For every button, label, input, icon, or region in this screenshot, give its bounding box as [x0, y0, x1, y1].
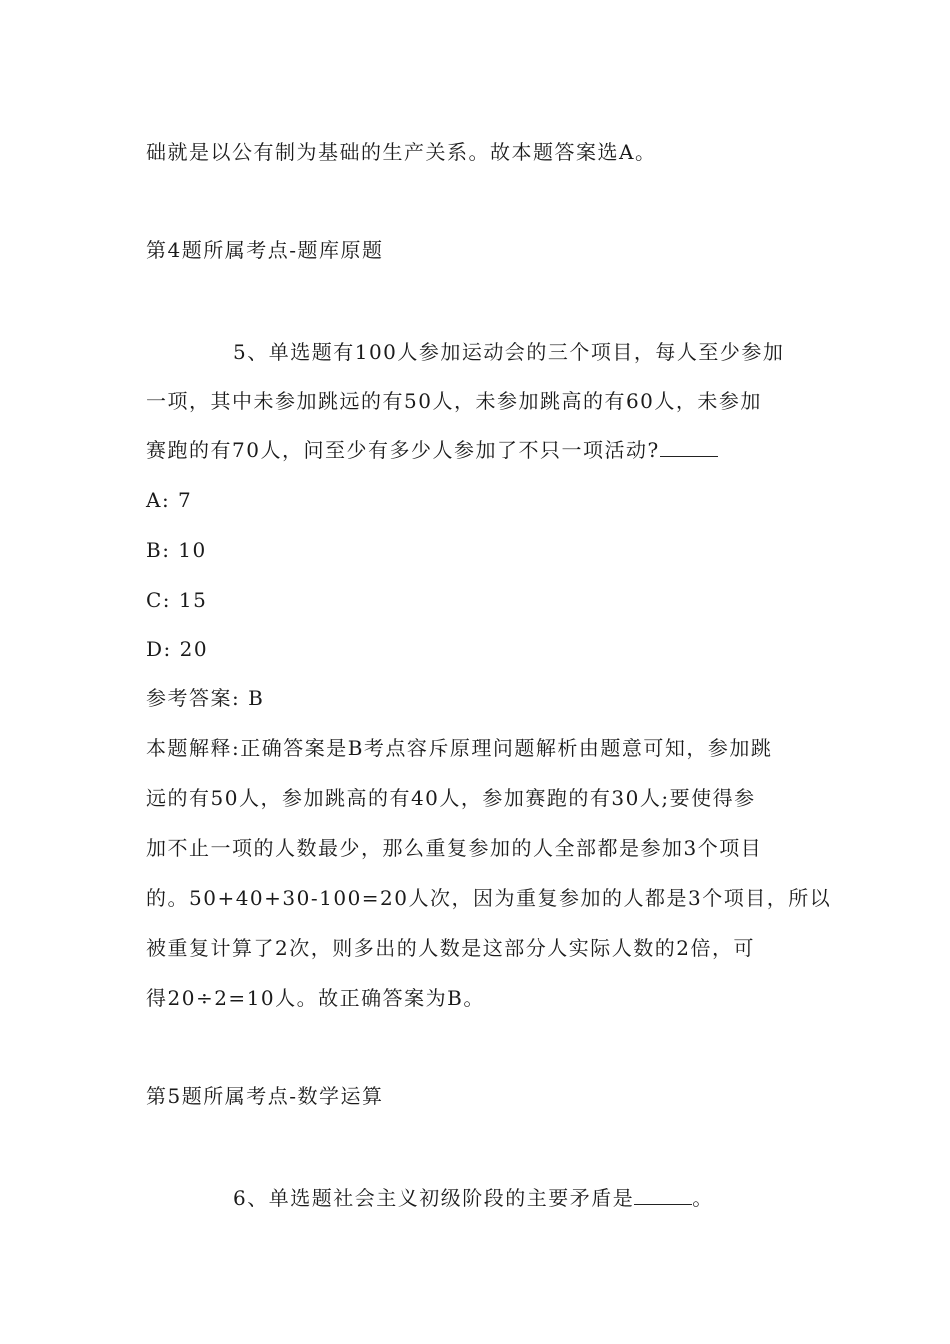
q5-explanation-line-4: 的。50+40+30-100=20人次，因为重复参加的人都是3个项目，所以: [146, 886, 832, 910]
q5-topic-label: 第5题所属考点-数学运算: [146, 1084, 384, 1108]
q5-stem-text: 赛跑的有70人，问至少有多少人参加了不只一项活动?: [146, 438, 660, 462]
q6-stem-end: 。: [692, 1186, 714, 1210]
q5-explanation-line-1: 本题解释:正确答案是B考点容斥原理问题解析由题意可知，参加跳: [146, 736, 773, 760]
q5-option-a: A: 7: [146, 488, 193, 512]
q5-option-b: B: 10: [146, 538, 207, 562]
q5-stem-line-3: [146, 438, 718, 462]
q5-explanation-line-6: 得20÷2=10人。故正确答案为B。: [146, 986, 485, 1010]
q6-stem-line: [233, 1186, 714, 1210]
answer-blank: [660, 438, 718, 457]
previous-answer-tail: 础就是以公有制为基础的生产关系。故本题答案选A。: [146, 140, 657, 164]
q5-option-c: C: 15: [146, 588, 208, 612]
q5-option-d: D: 20: [146, 637, 209, 661]
q5-explanation-line-3: 加不止一项的人数最少，那么重复参加的人全部都是参加3个项目: [146, 836, 763, 860]
q5-stem-line-1: 5、单选题有100人参加运动会的三个项目，每人至少参加: [233, 340, 785, 364]
q4-topic-label: 第4题所属考点-题库原题: [146, 238, 384, 262]
q5-stem-line-2: 一项，其中未参加跳远的有50人，未参加跳高的有60人，未参加: [146, 389, 762, 413]
q5-reference-answer: 参考答案: B: [146, 686, 265, 710]
q5-explanation-line-2: 远的有50人，参加跳高的有40人，参加赛跑的有30人;要使得参: [146, 786, 756, 810]
answer-blank: [634, 1186, 692, 1205]
q5-explanation-line-5: 被重复计算了2次，则多出的人数是这部分人实际人数的2倍，可: [146, 936, 755, 960]
q6-stem-text: 6、单选题社会主义初级阶段的主要矛盾是: [233, 1186, 635, 1210]
